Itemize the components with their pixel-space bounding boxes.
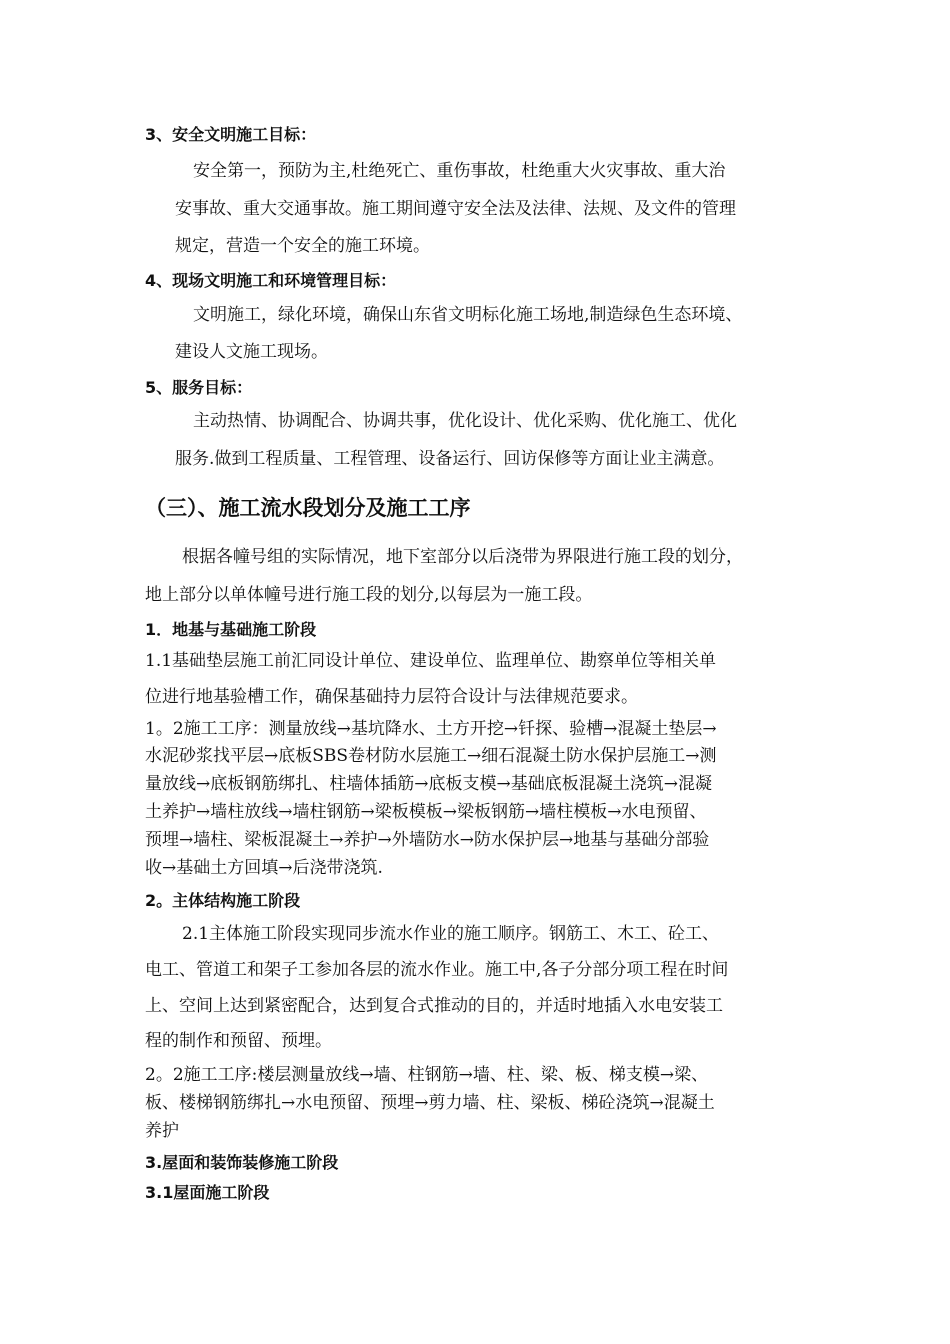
goal3-line: 安全第一，预防为主,杜绝死亡、重伤事故，杜绝重大火灾事故、重大治 [193, 161, 726, 181]
goal3-line: 规定，营造一个安全的施工环境。 [175, 236, 430, 256]
goal4-line: 文明施工，绿化环境，确保山东省文明标化施工场地,制造绿色生态环境、 [193, 305, 743, 325]
stage3-heading: 3.屋面和装饰装修施工阶段 [145, 1153, 339, 1172]
section3-intro-line: 根据各幢号组的实际情况，地下室部分以后浇带为界限进行施工段的划分， [182, 547, 743, 567]
stage1-p12-line: 1。2施工工序：测量放线→基坑降水、土方开挖→钎探、验槽→混凝土垫层→ [145, 719, 717, 739]
section3-title: （三）、施工流水段划分及施工工序 [145, 496, 471, 520]
stage2-p22-line: 2。2施工工序:楼层测量放线→墙、柱钢筋→墙、柱、梁、板、梯支模→梁、 [145, 1065, 709, 1085]
stage1-p12-line: 收→基础土方回填→后浇带浇筑. [145, 858, 383, 878]
goal3-heading: 3、安全文明施工目标： [145, 125, 317, 144]
goal5-heading: 5、服务目标： [145, 378, 253, 397]
goal5-line: 主动热情、协调配合、协调共事，优化设计、优化采购、优化施工、优化 [193, 411, 737, 431]
stage1-p11-line: 1.1基础垫层施工前汇同设计单位、建设单位、监理单位、勘察单位等相关单 [145, 651, 717, 671]
goal4-heading: 4、现场文明施工和环境管理目标： [145, 271, 397, 290]
goal5-line: 服务.做到工程质量、工程管理、设备运行、回访保修等方面让业主满意。 [175, 449, 725, 469]
stage2-p22-line: 板、楼梯钢筋绑扎→水电预留、预埋→剪力墙、柱、梁板、梯砼浇筑→混凝土 [145, 1093, 715, 1113]
goal3-line: 安事故、重大交通事故。施工期间遵守安全法及法律、法规、及文件的管理 [175, 199, 736, 219]
stage1-p11-line: 位进行地基验槽工作，确保基础持力层符合设计与法律规范要求。 [145, 687, 638, 707]
stage3-subheading: 3.1屋面施工阶段 [145, 1183, 270, 1202]
stage2-p21-line: 程的制作和预留、预埋。 [145, 1031, 332, 1051]
stage1-heading: 1．地基与基础施工阶段 [145, 620, 317, 639]
stage1-p12-line: 预埋→墙柱、梁板混凝土→养护→外墙防水→防水保护层→地基与基础分部验 [145, 830, 710, 850]
goal4-line: 建设人文施工现场。 [175, 342, 328, 362]
stage2-p21-line: 上、空间上达到紧密配合，达到复合式推动的目的，并适时地插入水电安装工 [145, 996, 723, 1016]
section3-intro-line: 地上部分以单体幢号进行施工段的划分,以每层为一施工段。 [145, 585, 593, 605]
stage2-heading: 2。主体结构施工阶段 [145, 891, 301, 910]
stage2-p21-line: 2.1主体施工阶段实现同步流水作业的施工顺序。钢筋工、木工、砼工、 [182, 924, 720, 944]
stage1-p12-line: 土养护→墙柱放线→墙柱钢筋→梁板模板→梁板钢筋→墙柱模板→水电预留、 [145, 802, 707, 822]
stage1-p12-line: 量放线→底板钢筋绑扎、柱墙体插筋→底板支模→基础底板混凝土浇筑→混凝 [145, 774, 712, 794]
stage1-p12-line: 水泥砂浆找平层→底板SBS卷材防水层施工→细石混凝土防水保护层施工→测 [145, 746, 717, 766]
stage2-p21-line: 电工、管道工和架子工参加各层的流水作业。施工中,各子分部分项工程在时间 [145, 960, 729, 980]
stage2-p22-line: 养护 [145, 1121, 179, 1141]
